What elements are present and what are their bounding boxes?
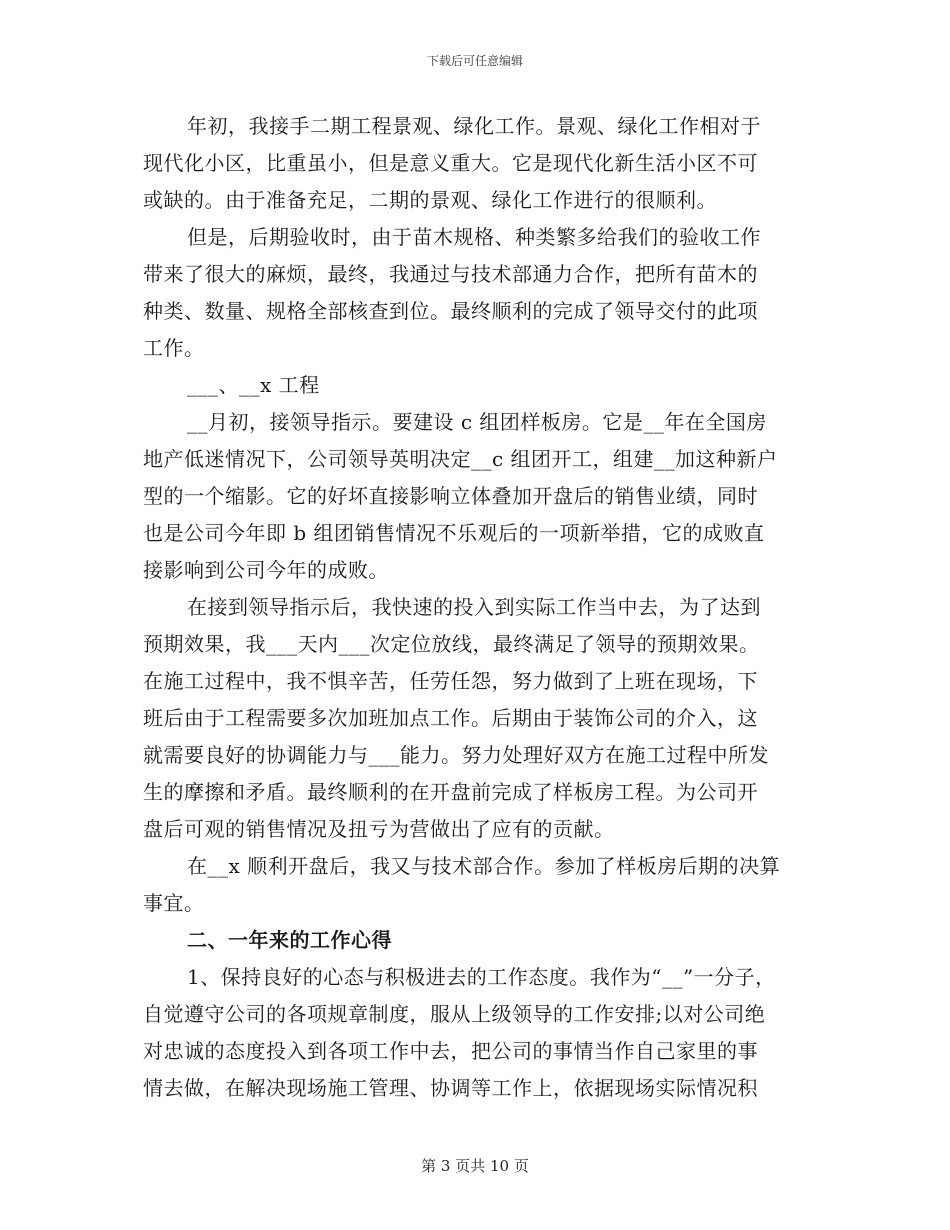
text-line: 情去做，在解决现场施工管理、协调等工作上，依据现场实际情况积 <box>143 1076 758 1100</box>
text-line: 但是，后期验收时，由于苗木规格、种类繁多给我们的验收工作 <box>187 225 761 249</box>
text-line: 自觉遵守公司的各项规章制度，服从上级领导的工作安排;以对公司绝 <box>143 1002 766 1026</box>
text-line: 就需要良好的协调能力与___能力。努力处理好双方在施工过程中所发 <box>143 743 769 767</box>
text-line: 或缺的。由于准备充足，二期的景观、绿化工作进行的很顺利。 <box>143 188 717 212</box>
text-line: 在接到领导指示后，我快速的投入到实际工作当中去，为了达到 <box>187 595 761 619</box>
text-line: 工作。 <box>143 336 205 360</box>
text-line: 事宜。 <box>143 891 205 915</box>
page-header: 下载后可任意编辑 <box>426 54 523 68</box>
page-footer: 第 3 页共 10 页 <box>421 1157 529 1175</box>
text-line: 也是公司今年即 b 组团销售情况不乐观后的一项新举措，它的成败直 <box>143 521 765 545</box>
text-line: 种类、数量、规格全部核查到位。最终顺利的完成了领导交付的此项 <box>143 299 758 323</box>
text-line: 盘后可观的销售情况及扭亏为营做出了应有的贡献。 <box>143 817 615 841</box>
text-line: ___、__x 工程 <box>187 373 320 397</box>
text-line: 1、保持良好的心态与积极进去的工作态度。我作为“__”一分子， <box>187 965 776 989</box>
text-line: __月初，接领导指示。要建设 c 组团样板房。它是__年在全国房 <box>187 410 767 434</box>
text-line: 生的摩擦和矛盾。最终顺利的在开盘前完成了样板房工程。为公司开 <box>143 780 758 804</box>
text-line: 对忠诚的态度投入到各项工作中去，把公司的事情当作自己家里的事 <box>143 1039 758 1063</box>
text-line: 预期效果，我___天内___次定位放线，最终满足了领导的预期效果。 <box>143 632 760 656</box>
text-line: 在施工过程中，我不惧辛苦，任劳任怨，努力做到了上班在现场，下 <box>143 669 758 693</box>
text-line: 型的一个缩影。它的好坏直接影响立体叠加开盘后的销售业绩，同时 <box>143 484 758 508</box>
text-line: 年初，我接手二期工程景观、绿化工作。景观、绿化工作相对于 <box>187 114 761 138</box>
text-line: 地产低迷情况下，公司领导英明决定__c 组团开工，组建__加这种新户 <box>143 447 778 471</box>
section-heading: 二、一年来的工作心得 <box>187 928 392 952</box>
text-line: 带来了很大的麻烦，最终，我通过与技术部通力合作，把所有苗木的 <box>143 262 758 286</box>
text-line: 接影响到公司今年的成败。 <box>143 558 389 582</box>
document-body <box>143 108 815 1107</box>
text-line: 在__x 顺利开盘后，我又与技术部合作。参加了样板房后期的决算 <box>187 854 781 878</box>
text-line: 班后由于工程需要多次加班加点工作。后期由于装饰公司的介入，这 <box>143 706 758 730</box>
text-line: 现代化小区，比重虽小，但是意义重大。它是现代化新生活小区不可 <box>143 151 758 175</box>
